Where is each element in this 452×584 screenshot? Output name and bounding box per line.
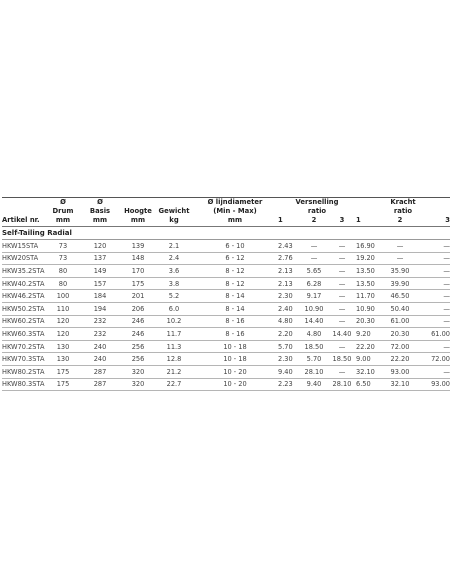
drum-cell: 175 — [46, 365, 80, 378]
hoogte-cell: 246 — [120, 328, 156, 341]
gear-ratio-2-cell: — — [300, 252, 328, 265]
line-diameter-cell: 8 - 14 — [192, 302, 278, 315]
table-row — [2, 290, 450, 303]
table-header — [2, 198, 450, 240]
power-ratio-3-cell: 61.00 — [416, 328, 450, 341]
artikel-cell: HKW46.2STA — [2, 290, 46, 303]
basis-diameter-symbol: Ø — [97, 198, 103, 207]
gear-ratio-1-cell: 2.13 — [278, 277, 300, 290]
power-ratio-2-cell: 32.10 — [384, 378, 416, 391]
drum-cell: 80 — [46, 265, 80, 278]
power-ratio-2-cell: 20.30 — [384, 328, 416, 341]
line-diameter-cell: 6 - 12 — [192, 252, 278, 265]
line-diameter-cell: 10 - 20 — [192, 378, 278, 391]
power-ratio-2-cell: 93.00 — [384, 365, 416, 378]
basis-cell: 149 — [80, 265, 120, 278]
line-unit: mm — [192, 216, 278, 227]
gear-ratio-1-cell: 9.40 — [278, 365, 300, 378]
gewicht-cell: 5.2 — [156, 290, 192, 303]
hoogte-cell: 175 — [120, 277, 156, 290]
table-row — [2, 353, 450, 366]
table-row — [2, 365, 450, 378]
gear-ratio-1-cell: 2.20 — [278, 328, 300, 341]
power-ratio-2-cell: 50.40 — [384, 302, 416, 315]
table-row — [2, 277, 450, 290]
gear-ratio-2-cell: 9.40 — [300, 378, 328, 391]
hoogte-cell: 246 — [120, 315, 156, 328]
gear-ratio-3-cell: 18.50 — [328, 353, 356, 366]
table-row — [2, 252, 450, 265]
section-row — [2, 227, 450, 240]
power-ratio-3-cell: — — [416, 302, 450, 315]
gear-ratio-2-header: 2 — [300, 216, 328, 227]
power-ratio-1-cell: 9.20 — [356, 328, 384, 341]
drum-unit: mm — [46, 216, 80, 227]
power-ratio-3-header: 3 — [416, 216, 450, 227]
gear-ratio-2-cell: 14.40 — [300, 315, 328, 328]
gear-ratio-3-cell: — — [328, 240, 356, 253]
artikel-cell: HKW50.2STA — [2, 302, 46, 315]
gear-ratio-1-cell: 5.70 — [278, 340, 300, 353]
gear-ratio-3-cell: — — [328, 365, 356, 378]
gear-ratio-1-cell: 4.80 — [278, 315, 300, 328]
line-diameter-cell: 10 - 18 — [192, 353, 278, 366]
power-ratio-3-cell: — — [416, 277, 450, 290]
winch-spec-table-container — [2, 197, 450, 391]
gear-ratio-1-cell: 2.40 — [278, 302, 300, 315]
gewicht-cell: 6.0 — [156, 302, 192, 315]
basis-cell: 232 — [80, 328, 120, 341]
table-row — [2, 328, 450, 341]
drum-cell: 73 — [46, 252, 80, 265]
artikel-cell: HKW60.2STA — [2, 315, 46, 328]
gear-ratio-3-cell: — — [328, 252, 356, 265]
gear-ratio-2-cell: 5.65 — [300, 265, 328, 278]
gear-ratio-3-cell: 14.40 — [328, 328, 356, 341]
basis-header: Basis — [89, 207, 111, 216]
drum-cell: 175 — [46, 378, 80, 391]
power-ratio-2-cell: 39.90 — [384, 277, 416, 290]
hoogte-cell: 148 — [120, 252, 156, 265]
gear-ratio-header: Versnelling — [295, 198, 339, 207]
hoogte-unit: mm — [120, 216, 156, 227]
hoogte-cell: 320 — [120, 378, 156, 391]
hoogte-cell: 139 — [120, 240, 156, 253]
line-diameter-header: Ø lijndiameter — [207, 198, 263, 207]
gewicht-cell: 3.8 — [156, 277, 192, 290]
power-ratio-1-cell: 13.50 — [356, 277, 384, 290]
power-ratio-1-cell: 13.50 — [356, 265, 384, 278]
gear-ratio-1-cell: 2.23 — [278, 378, 300, 391]
hoogte-cell: 320 — [120, 365, 156, 378]
power-ratio-2-cell: — — [384, 252, 416, 265]
line-diameter-cell: 8 - 14 — [192, 290, 278, 303]
section-title: Self-Tailing Radial — [2, 227, 450, 240]
power-ratio-3-cell: — — [416, 265, 450, 278]
line-diameter-cell: 10 - 18 — [192, 340, 278, 353]
power-ratio-2-cell: 61.00 — [384, 315, 416, 328]
gear-ratio-3-cell: — — [328, 302, 356, 315]
table-row — [2, 378, 450, 391]
power-ratio-3-cell: 72.00 — [416, 353, 450, 366]
power-ratio-2-cell: — — [384, 240, 416, 253]
hoogte-cell: 206 — [120, 302, 156, 315]
drum-header: Drum — [52, 207, 74, 216]
power-ratio-1-cell: 9.00 — [356, 353, 384, 366]
power-ratio-1-cell: 11.70 — [356, 290, 384, 303]
gear-ratio-3-cell: — — [328, 265, 356, 278]
drum-cell: 120 — [46, 315, 80, 328]
power-ratio-1-cell: 16.90 — [356, 240, 384, 253]
drum-cell: 130 — [46, 340, 80, 353]
gear-ratio-2-cell: — — [300, 240, 328, 253]
line-diameter-cell: 8 - 16 — [192, 315, 278, 328]
basis-cell: 240 — [80, 340, 120, 353]
gewicht-unit: kg — [156, 216, 192, 227]
table-row — [2, 340, 450, 353]
hoogte-cell: 201 — [120, 290, 156, 303]
gewicht-cell: 3.6 — [156, 265, 192, 278]
basis-cell: 184 — [80, 290, 120, 303]
drum-cell: 80 — [46, 277, 80, 290]
gear-ratio-3-cell: — — [328, 340, 356, 353]
gear-ratio-1-cell: 2.30 — [278, 353, 300, 366]
gewicht-cell: 2.4 — [156, 252, 192, 265]
gewicht-cell: 11.7 — [156, 328, 192, 341]
line-range-header: (Min - Max) — [213, 207, 257, 216]
power-ratio-3-cell: 93.00 — [416, 378, 450, 391]
gewicht-cell: 10.2 — [156, 315, 192, 328]
hoogte-cell: 170 — [120, 265, 156, 278]
drum-cell: 120 — [46, 328, 80, 341]
table-row — [2, 265, 450, 278]
gear-ratio-2-cell: 10.90 — [300, 302, 328, 315]
gear-ratio-3-header: 3 — [328, 216, 356, 227]
drum-cell: 73 — [46, 240, 80, 253]
line-diameter-cell: 6 - 10 — [192, 240, 278, 253]
artikel-cell: HKW70.2STA — [2, 340, 46, 353]
basis-cell: 240 — [80, 353, 120, 366]
hoogte-header: Hoogte — [124, 207, 152, 216]
line-diameter-cell: 8 - 16 — [192, 328, 278, 341]
power-ratio-2-header: 2 — [384, 216, 416, 227]
power-ratio-2-cell: 22.20 — [384, 353, 416, 366]
gear-ratio-2-cell: 18.50 — [300, 340, 328, 353]
gear-ratio-2-cell: 5.70 — [300, 353, 328, 366]
artikel-cell: HKW15STA — [2, 240, 46, 253]
power-ratio-1-cell: 19.20 — [356, 252, 384, 265]
basis-cell: 137 — [80, 252, 120, 265]
gewicht-cell: 11.3 — [156, 340, 192, 353]
power-ratio-subheader: ratio — [393, 207, 413, 216]
gear-ratio-1-cell: 2.13 — [278, 265, 300, 278]
power-ratio-3-cell: — — [416, 340, 450, 353]
artikel-cell: HKW40.2STA — [2, 277, 46, 290]
gear-ratio-1-cell: 2.30 — [278, 290, 300, 303]
table-row — [2, 240, 450, 253]
basis-cell: 157 — [80, 277, 120, 290]
drum-cell: 130 — [46, 353, 80, 366]
line-diameter-cell: 8 - 12 — [192, 277, 278, 290]
basis-cell: 287 — [80, 378, 120, 391]
power-ratio-3-cell: — — [416, 290, 450, 303]
basis-cell: 232 — [80, 315, 120, 328]
artikel-header: Artikel nr. — [2, 216, 46, 227]
power-ratio-1-cell: 22.20 — [356, 340, 384, 353]
artikel-cell: HKW20STA — [2, 252, 46, 265]
winch-spec-table — [2, 197, 450, 391]
gewicht-cell: 21.2 — [156, 365, 192, 378]
power-ratio-1-cell: 6.50 — [356, 378, 384, 391]
drum-diameter-symbol: Ø — [60, 198, 66, 207]
basis-cell: 287 — [80, 365, 120, 378]
artikel-cell: HKW35.2STA — [2, 265, 46, 278]
gear-ratio-1-cell: 2.76 — [278, 252, 300, 265]
basis-unit: mm — [80, 216, 120, 227]
gear-ratio-subheader: ratio — [307, 207, 327, 216]
artikel-cell: HKW70.3STA — [2, 353, 46, 366]
gear-ratio-3-cell: 28.10 — [328, 378, 356, 391]
power-ratio-1-header: 1 — [356, 216, 384, 227]
gear-ratio-3-cell: — — [328, 290, 356, 303]
power-ratio-1-cell: 32.10 — [356, 365, 384, 378]
line-diameter-cell: 8 - 12 — [192, 265, 278, 278]
power-ratio-2-cell: 72.00 — [384, 340, 416, 353]
power-ratio-1-cell: 10.90 — [356, 302, 384, 315]
gear-ratio-3-cell: — — [328, 315, 356, 328]
power-ratio-3-cell: — — [416, 240, 450, 253]
gear-ratio-1-header: 1 — [278, 216, 300, 227]
hoogte-cell: 256 — [120, 340, 156, 353]
gear-ratio-2-cell: 4.80 — [300, 328, 328, 341]
gewicht-cell: 12.8 — [156, 353, 192, 366]
power-ratio-header: Kracht — [390, 198, 416, 207]
table-body — [2, 240, 450, 391]
gear-ratio-2-cell: 28.10 — [300, 365, 328, 378]
gear-ratio-3-cell: — — [328, 277, 356, 290]
basis-cell: 194 — [80, 302, 120, 315]
drum-cell: 100 — [46, 290, 80, 303]
table-row — [2, 315, 450, 328]
hoogte-cell: 256 — [120, 353, 156, 366]
bottom-rule — [2, 391, 450, 392]
power-ratio-3-cell: — — [416, 252, 450, 265]
gewicht-cell: 2.1 — [156, 240, 192, 253]
gear-ratio-1-cell: 2.43 — [278, 240, 300, 253]
drum-cell: 110 — [46, 302, 80, 315]
power-ratio-2-cell: 46.50 — [384, 290, 416, 303]
table-row — [2, 302, 450, 315]
gear-ratio-2-cell: 6.28 — [300, 277, 328, 290]
gewicht-cell: 22.7 — [156, 378, 192, 391]
power-ratio-3-cell: — — [416, 365, 450, 378]
line-diameter-cell: 10 - 20 — [192, 365, 278, 378]
gear-ratio-2-cell: 9.17 — [300, 290, 328, 303]
power-ratio-1-cell: 20.30 — [356, 315, 384, 328]
artikel-cell: HKW60.3STA — [2, 328, 46, 341]
power-ratio-2-cell: 35.90 — [384, 265, 416, 278]
artikel-cell: HKW80.2STA — [2, 365, 46, 378]
artikel-cell: HKW80.3STA — [2, 378, 46, 391]
power-ratio-3-cell: — — [416, 315, 450, 328]
basis-cell: 120 — [80, 240, 120, 253]
gewicht-header: Gewicht — [158, 207, 190, 216]
